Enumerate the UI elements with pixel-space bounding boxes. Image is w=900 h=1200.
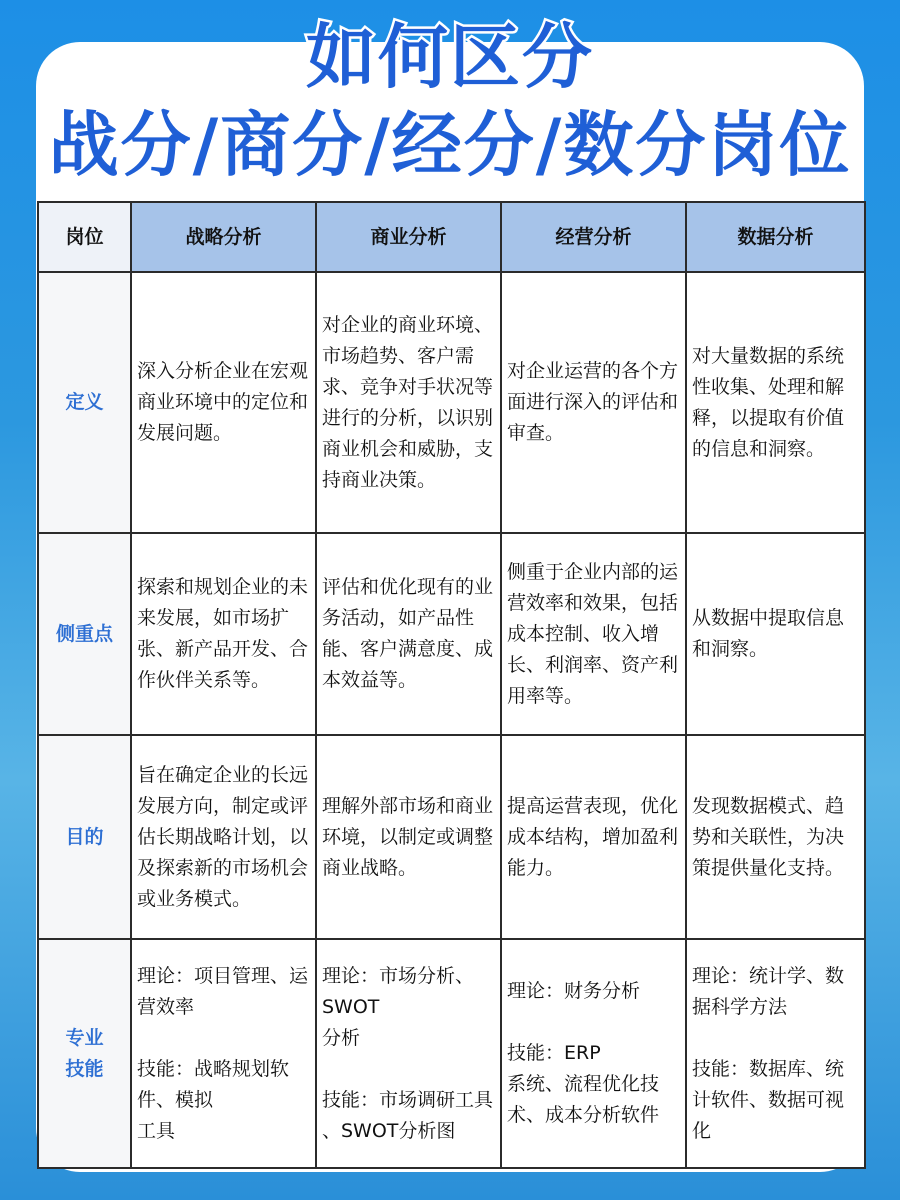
page-title-line-2: 战分/商分/经分/数分岗位 xyxy=(48,104,852,186)
cell-definition-operations: 对企业运营的各个方面进行深入的评估和审查。 xyxy=(501,272,686,533)
header-data-analysis: 数据分析 xyxy=(686,202,865,272)
table-row-skills xyxy=(38,939,865,1168)
cell-skills-operations: 理论：财务分析 技能：ERP 系统、流程优化技术、成本分析软件 xyxy=(501,939,686,1168)
header-operations-analysis: 经营分析 xyxy=(501,202,686,272)
table-row-focus xyxy=(38,533,865,735)
comparison-table xyxy=(37,201,866,1169)
cell-skills-data: 理论：统计学、数据科学方法 技能：数据库、统计软件、数据可视化 xyxy=(686,939,865,1168)
row-label-definition: 定义 xyxy=(38,272,131,533)
row-label-focus: 侧重点 xyxy=(38,533,131,735)
table-header-row xyxy=(38,202,865,272)
cell-skills-business: 理论：市场分析、SWOT 分析 技能：市场调研工具 、SWOT分析图 xyxy=(316,939,501,1168)
cell-focus-data: 从数据中提取信息和洞察。 xyxy=(686,533,865,735)
table-row-definition xyxy=(38,272,865,533)
cell-definition-strategy: 深入分析企业在宏观商业环境中的定位和发展问题。 xyxy=(131,272,316,533)
header-strategy-analysis: 战略分析 xyxy=(131,202,316,272)
cell-focus-strategy: 探索和规划企业的未来发展，如市场扩张、新产品开发、合作伙伴关系等。 xyxy=(131,533,316,735)
header-corner-position: 岗位 xyxy=(38,202,131,272)
header-business-analysis: 商业分析 xyxy=(316,202,501,272)
row-label-skills: 专业 技能 xyxy=(38,939,131,1168)
cell-definition-business: 对企业的商业环境、市场趋势、客户需求、竞争对手状况等进行的分析，以识别商业机会和威胁，支持商业决策。 xyxy=(316,272,501,533)
cell-purpose-strategy: 旨在确定企业的长远发展方向，制定或评估长期战略计划，以及探索新的市场机会或业务模式。 xyxy=(131,735,316,939)
cell-purpose-business: 理解外部市场和商业环境，以制定或调整商业战略。 xyxy=(316,735,501,939)
cell-skills-strategy: 理论：项目管理、运营效率 技能：战略规划软件、模拟 工具 xyxy=(131,939,316,1168)
table-row-purpose xyxy=(38,735,865,939)
cell-purpose-operations: 提高运营表现，优化成本结构，增加盈利能力。 xyxy=(501,735,686,939)
cell-focus-business: 评估和优化现有的业务活动，如产品性能、客户满意度、成本效益等。 xyxy=(316,533,501,735)
cell-focus-operations: 侧重于企业内部的运营效率和效果，包括成本控制、收入增长、利润率、资产利用率等。 xyxy=(501,533,686,735)
page-title-line-1: 如何区分 xyxy=(306,16,594,98)
cell-definition-data: 对大量数据的系统性收集、处理和解释，以提取有价值的信息和洞察。 xyxy=(686,272,865,533)
row-label-purpose: 目的 xyxy=(38,735,131,939)
cell-purpose-data: 发现数据模式、趋势和关联性，为决策提供量化支持。 xyxy=(686,735,865,939)
